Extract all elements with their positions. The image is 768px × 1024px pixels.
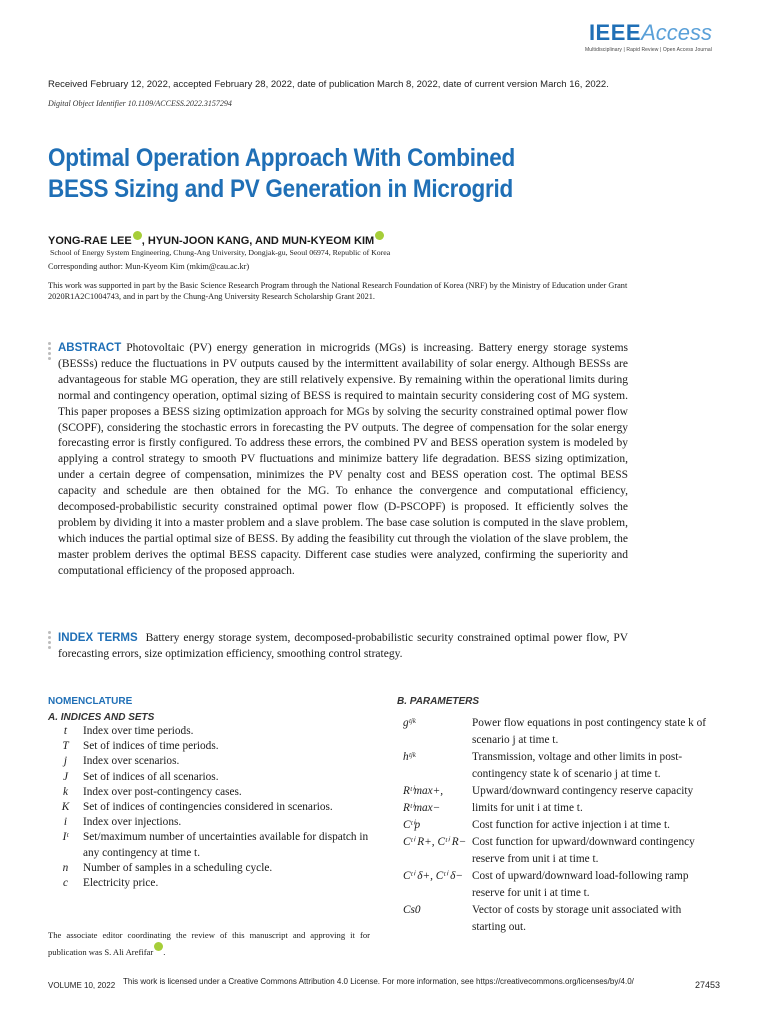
paper-title (48, 143, 624, 205)
list-item (48, 739, 370, 754)
symbol: hᵗʲᵏ (403, 751, 416, 763)
nomenclature-heading: NOMENCLATURE (48, 696, 133, 707)
symbol: j (63, 755, 68, 768)
list-item (48, 830, 370, 860)
list-item (397, 749, 717, 783)
definition: Index over injections. (83, 816, 182, 829)
definition: Upward/downward contingency reserve capacity limits for unit i at time t. (472, 785, 694, 814)
symbol: Iᵗ (62, 831, 69, 844)
definition: Set of indices of time periods. (83, 740, 219, 753)
logo-access: Access (641, 20, 712, 45)
symbol: gᵗʲᵏ (403, 717, 416, 729)
affiliation: School of Energy System Engineering, Chung-Ang University, Dongjak-gu, Seoul 06974, Republic of Korea (50, 248, 391, 257)
list-item (48, 861, 370, 876)
symbol: c (62, 877, 68, 890)
license-notice: This work is licensed under a Creative Commons Attribution 4.0 License. For more information, see https://creativecommons.org/licenses/by/4.0/ (123, 977, 634, 986)
list-item (48, 770, 370, 785)
list-item (397, 902, 717, 936)
orcid-icon[interactable] (375, 231, 384, 240)
abstract-text: Photovoltaic (PV) energy generation in microgrids (MGs) is increasing. Battery energy storage systems (BESSs) reduce the fluctuations in PV outputs caused by the intermittent availability of solar energy. Although BESSs are advantageous for stable MG operation, they are still relatively expensive. By remaining within the operational limits during normal and contingency operation, optimal sizing of BESS is required to maintain security considering cost of MG system. This paper proposes a BESS sizing optimization approach for MGs by solving the security constrained optimal power flow (SCOPF), considering the stochastic errors in forecasting the PV outputs. The degree of compensation for the solar energy forecasting error is firstly configured. To address these errors, the combined PV and BESS operation system is modeled by applying a control strategy to smooth PV fluctuations and minimize battery life degradation. BESS sizing optimization, under a certain degree of compensation, minimizes the PV penalty cost and BESS operation cost. The optimal BESS capacity and schedule are then obtained for the MG. To enhance the convergence and computational efficiency, decomposed-probabilistic security constrained optimal power flow (D-PSCOPF) is proposed. It efficiently solves the problem by dividing it into a master problem and a slave problem. The base case solution is computed in the slave problem, which induces the partial optimal size of BESS. By adding the feasibility cut through the violation of the slave problem, the master problem derives the optimal BESS capacity. Different case studies were analyzed, confirming the superiority and computational efficiency of the proposed approach. (58, 342, 629, 577)
symbol: i (63, 816, 68, 829)
author-list (48, 231, 384, 247)
definition: Cost of upward/downward load-following ramp reserve for unit i at time t. (472, 870, 689, 899)
symbol: Cᵗⁱp (403, 819, 421, 831)
list-item (48, 724, 370, 739)
index-terms (58, 630, 628, 662)
list-item (48, 815, 370, 830)
definition: Power flow equations in post contingency state k of scenario j at time t. (472, 717, 707, 746)
symbol: n (62, 861, 69, 874)
list-item (397, 817, 717, 834)
abstract (58, 341, 628, 580)
list-item (397, 783, 717, 817)
title-line-1: Optimal Operation Approach With Combined (48, 144, 515, 172)
list-item (48, 754, 370, 769)
orcid-icon[interactable] (133, 231, 142, 240)
symbol: Cᵗⁱ R+, Cᵗⁱ R− (403, 836, 467, 848)
symbol: K (61, 801, 70, 814)
orcid-icon[interactable] (154, 942, 163, 951)
author-1: YONG-RAE LEE (48, 235, 132, 247)
definition: Vector of costs by storage unit associated with starting out. (472, 904, 682, 933)
subsection-indices-heading: A. INDICES AND SETS (48, 712, 155, 723)
editor-footnote: The associate editor coordinating the review of this manuscript and approving it for publication was S. Ali Arefifar . (48, 930, 370, 957)
page-number: 27453 (694, 980, 720, 990)
index-terms-label: INDEX TERMS (58, 632, 138, 644)
index-terms-text: Battery energy storage system, decomposed-probabilistic security constrained optimal power flow, PV forecasting errors, size optimization efficiency, smoothing control strategy. (58, 632, 629, 660)
definition: Index over time periods. (83, 725, 194, 737)
footnote-text: The associate editor coordinating the review of this manuscript and approving it for publication was S. Ali Arefifar (48, 930, 370, 957)
title-line-2: BESS Sizing and PV Generation in Microgrid (48, 175, 513, 203)
symbol: J (62, 770, 68, 783)
list-item (48, 876, 370, 891)
logo-ieee: IEEE (588, 20, 642, 45)
section-marker-icon (48, 631, 51, 651)
list-item (48, 785, 370, 800)
parameters-list (397, 715, 717, 936)
logo-tagline: Multidisciplinary | Rapid Review | Open Access Journal (585, 47, 712, 53)
definition: Number of samples in a scheduling cycle. (83, 861, 273, 874)
list-item (397, 715, 717, 749)
volume-label: VOLUME 10, 2022 (48, 981, 116, 990)
indices-list (48, 724, 370, 891)
subsection-parameters-heading: B. PARAMETERS (397, 696, 480, 707)
symbol: Cs0 (403, 904, 421, 916)
definition: Transmission, voltage and other limits in post-contingency state k of scenario j at time t. (472, 751, 683, 780)
symbol: Rᵗⁱmax+, Rᵗⁱmax− (403, 785, 444, 814)
symbol: Cᵗⁱ δ+, Cᵗⁱ δ− (403, 870, 463, 882)
doi: Digital Object Identifier 10.1109/ACCESS.2022.3157294 (48, 99, 232, 108)
definition: Set of indices of all scenarios. (83, 770, 219, 783)
corresponding-author: Corresponding author: Mun-Kyeom Kim (mkim@cau.ac.kr) (48, 262, 250, 271)
symbol: t (63, 725, 68, 737)
definition: Index over post-contingency cases. (83, 785, 242, 798)
list-item (397, 868, 717, 902)
received-dates: Received February 12, 2022, accepted February 28, 2022, date of publication March 8, 2022, date of current version March 16, 2022. (48, 79, 609, 90)
definition: Electricity price. (83, 877, 159, 890)
journal-logo (585, 20, 712, 53)
definition: Cost function for active injection i at time t. (472, 819, 670, 831)
abstract-label: ABSTRACT (58, 342, 122, 354)
definition: Cost function for upward/downward contingency reserve from unit i at time t. (472, 836, 695, 865)
funding-statement: This work was supported in part by the Basic Science Research Program through the National Research Foundation of Korea (NRF) by the Ministry of Education under Grant 2020R1A2C1004743, and in part by the Chung-Ang University Research Scholarship Grant 2021. (48, 281, 628, 301)
list-item (397, 834, 717, 868)
symbol: k (62, 785, 68, 798)
definition: Set of indices of contingencies considered in scenarios. (83, 801, 333, 814)
definition: Index over scenarios. (83, 755, 180, 768)
definition: Set/maximum number of uncertainties available for dispatch in any contingency at time t. (83, 831, 369, 859)
section-marker-icon (48, 342, 51, 362)
symbol: T (62, 740, 69, 753)
author-rest: , HYUN-JOON KANG, AND MUN-KYEOM KIM (141, 235, 375, 247)
list-item (48, 800, 370, 815)
